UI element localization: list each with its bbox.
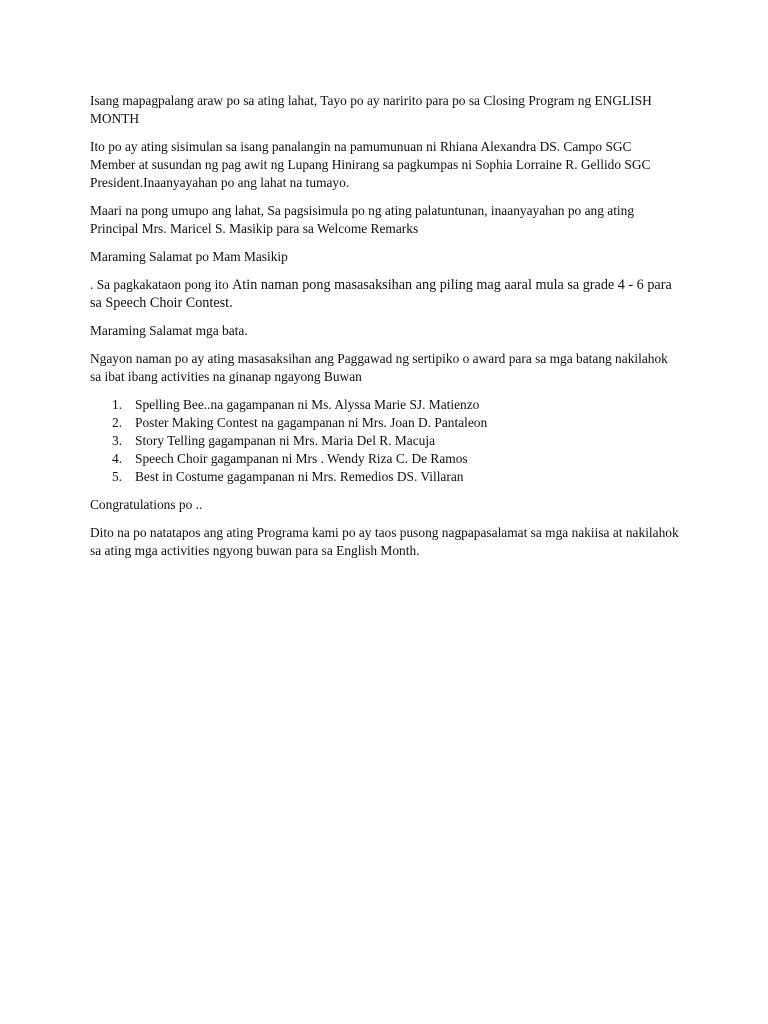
list-item-text: Poster Making Contest na gagampanan ni Mrs. Joan D. Pantaleon xyxy=(135,415,488,430)
opening-prayer-paragraph: Ito po ay ating sisimulan sa isang panalangin na pamumunuan ni Rhiana Alexandra DS. Campo SGC Member at susundan ng pag awit ng Lupang Hinirang sa pagkumpas ni Sophia Lorraine R. Gellido SGC President.Inaanyayahan po ang lahat na tumayo. xyxy=(90,139,651,190)
thanks-principal-paragraph: Maraming Salamat po Mam Masikip xyxy=(90,249,288,264)
awards-intro-paragraph: Ngayon naman po ay ating masasaksihan ang Paggawad ng sertipiko o award para sa mga batang nakilahok sa ibat ibang activities na ginanap ngayong Buwan xyxy=(90,351,668,384)
list-item-number: 1. xyxy=(112,397,123,412)
list-item-number: 4. xyxy=(112,451,123,466)
list-item xyxy=(90,450,680,468)
awards-list xyxy=(90,396,680,486)
closing-paragraph: Dito na po natatapos ang ating Programa kami po ay taos pusong nagpapasalamat sa mga nakiisa at nakilahok sa ating mga activities ngyong buwan para sa English Month. xyxy=(90,525,679,558)
list-item-text: Spelling Bee..na gagampanan ni Ms. Alyssa Marie SJ. Matienzo xyxy=(135,397,480,412)
list-item-number: 2. xyxy=(112,415,123,430)
welcome-remarks-paragraph: Maari na pong umupo ang lahat, Sa pagsisimula po ng ating palatuntunan, inaanyayahan po ang ating Principal Mrs. Maricel S. Masikip para sa Welcome Remarks xyxy=(90,203,635,236)
list-item xyxy=(90,432,680,450)
list-item-text: Story Telling gagampanan ni Mrs. Maria Del R. Macuja xyxy=(135,433,436,448)
list-item xyxy=(90,468,680,486)
list-item-text: Speech Choir gagampanan ni Mrs . Wendy Riza C. De Ramos xyxy=(135,451,468,466)
list-item xyxy=(90,414,680,432)
speech-choir-paragraph xyxy=(90,276,680,312)
thanks-students-paragraph: Maraming Salamat mga bata. xyxy=(90,323,248,338)
list-item-text: Best in Costume gagampanan ni Mrs. Remedios DS. Villaran xyxy=(135,469,464,484)
list-item-number: 3. xyxy=(112,433,123,448)
speech-choir-main-text: Atin naman pong masasaksihan ang piling mag aaral mula sa grade 4 - 6 para sa Speech Choir Contest. xyxy=(90,277,672,311)
document-page xyxy=(90,92,680,570)
greeting-paragraph: Isang mapagpalang araw po sa ating lahat, Tayo po ay naririto para po sa Closing Program ng ENGLISH MONTH xyxy=(90,93,652,126)
speech-choir-intro-text: . Sa pagkakataon pong ito xyxy=(90,277,233,292)
congratulations-paragraph: Congratulations po .. xyxy=(90,497,203,512)
list-item xyxy=(90,396,680,414)
list-item-number: 5. xyxy=(112,469,123,484)
